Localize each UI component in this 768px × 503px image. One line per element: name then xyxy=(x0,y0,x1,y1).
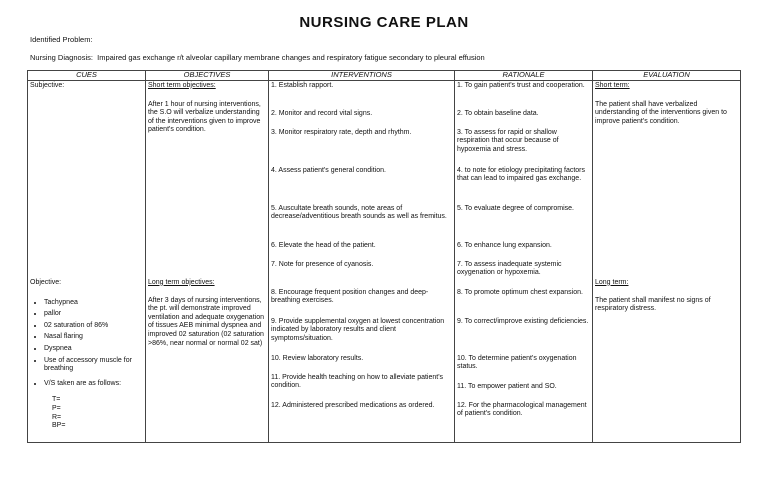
rationale-item: 1. To gain patient's trust and cooperation. xyxy=(457,81,585,89)
rationale-item: 3. To assess for rapid or shallow respiration that occur because of hypoxemia and stress. xyxy=(457,128,559,153)
header-cues: CUES xyxy=(28,71,146,81)
subjective-label: Subjective: xyxy=(30,81,65,89)
care-plan-table xyxy=(27,70,741,443)
list-item: • Tachypnea xyxy=(44,299,143,308)
intervention-item: 11. Provide health teaching on how to alleviate patient's condition. xyxy=(271,373,444,390)
table-row xyxy=(28,80,741,442)
header-evaluation: EVALUATION xyxy=(593,71,741,81)
rationale-item: 10. To determine patient's oxygenation status. xyxy=(457,354,577,371)
intervention-item: 1. Establish rapport. xyxy=(271,81,334,89)
rationale-item: 6. To enhance lung expansion. xyxy=(457,241,552,249)
nursing-diagnosis-label: Nursing Diagnosis: xyxy=(30,53,93,62)
short-term-objectives-text: After 1 hour of nursing interventions, the S.O will verbalize understanding of the interventions given to improve patient's condition. xyxy=(148,100,261,134)
long-term-evaluation-text: The patient shall manifest no signs of respiratory distress. xyxy=(595,296,711,313)
intervention-item: 10. Review laboratory results. xyxy=(271,354,364,362)
interventions-cell xyxy=(269,80,455,442)
rationale-item: 9. To correct/improve existing deficiencies. xyxy=(457,317,589,325)
rationale-item: 4. to note for etiology precipitating factors that can lead to impaired gas exchange. xyxy=(457,166,586,183)
header-rationale: RATIONALE xyxy=(455,71,593,81)
list-item: • pallor xyxy=(44,310,143,319)
intervention-item: 5. Auscultate breath sounds, note areas of decrease/adventitious breath sounds as well as fremitus. xyxy=(271,204,447,221)
rationale-item: 8. To promote optimum chest expansion. xyxy=(457,288,583,296)
vs-temperature: T= xyxy=(52,396,61,404)
list-item: • Nasal flaring xyxy=(44,333,143,342)
rationale-item: 11. To empower patient and SO. xyxy=(457,382,557,390)
intervention-item: 12. Administered prescribed medications as ordered. xyxy=(271,401,435,409)
intervention-item: 3. Monitor respiratory rate, depth and rhythm. xyxy=(271,128,412,136)
table-header-row xyxy=(28,71,741,81)
rationale-item: 2. To obtain baseline data. xyxy=(457,109,539,117)
vs-blood-pressure: BP= xyxy=(52,422,66,430)
short-term-evaluation-label: Short term: xyxy=(595,81,630,89)
vs-respiration: R= xyxy=(52,413,62,421)
header-interventions: INTERVENTIONS xyxy=(269,71,455,81)
intervention-item: 9. Provide supplemental oxygen at lowest concentration indicated by laboratory results and client symptoms/situation. xyxy=(271,317,445,342)
header-objectives: OBJECTIVES xyxy=(146,71,269,81)
intervention-item: 7. Note for presence of cyanosis. xyxy=(271,260,374,268)
list-item: • Dyspnea xyxy=(44,345,143,354)
cues-cell xyxy=(28,80,146,442)
long-term-objectives-text: After 3 days of nursing interventions, the pt. will demonstrate improved ventilation and adequate oxygenation of tissues AEB minimal dyspnea and improved 02 saturation (02 saturation >86%, near normal or normal 02 sat) xyxy=(148,296,264,347)
nursing-diagnosis xyxy=(30,53,485,62)
intervention-item: 6. Elevate the head of the patient. xyxy=(271,241,376,249)
evaluation-cell xyxy=(593,80,741,442)
identified-problem: Identified Problem: xyxy=(30,35,93,44)
intervention-item: 4. Assess patient's general condition. xyxy=(271,166,386,174)
list-item: • 02 saturation of 86% xyxy=(44,322,143,331)
short-term-evaluation-text: The patient shall have verbalized understanding of the interventions given to improve patient's condition. xyxy=(595,100,727,125)
objectives-cell xyxy=(146,80,269,442)
rationale-item: 12. For the pharmacological management of patient's condition. xyxy=(457,401,587,418)
page-title: NURSING CARE PLAN xyxy=(299,14,469,31)
rationale-cell xyxy=(455,80,593,442)
long-term-objectives-label: Long term objectives: xyxy=(148,278,215,286)
objective-list xyxy=(30,299,143,431)
rationale-item: 7. To assess inadequate systemic oxygenation or hypoxemia. xyxy=(457,260,562,277)
long-term-evaluation-label: Long term: xyxy=(595,278,629,286)
rationale-item: 5. To evaluate degree of compromise. xyxy=(457,204,574,212)
short-term-objectives-label: Short term objectives: xyxy=(148,81,216,89)
intervention-item: 2. Monitor and record vital signs. xyxy=(271,109,373,117)
objective-label: Objective: xyxy=(30,278,62,286)
list-item: • Use of accessory muscle for breathing xyxy=(44,357,143,374)
vs-pulse: P= xyxy=(52,404,61,412)
nursing-diagnosis-text: Impaired gas exchange r/t alveolar capillary membrane changes and respiratory fatigue secondary to pleural effusion xyxy=(97,53,485,62)
intervention-item: 8. Encourage frequent position changes and deep-breathing exercises. xyxy=(271,288,429,305)
vs-label: • V/S taken are as follows: xyxy=(44,380,143,389)
